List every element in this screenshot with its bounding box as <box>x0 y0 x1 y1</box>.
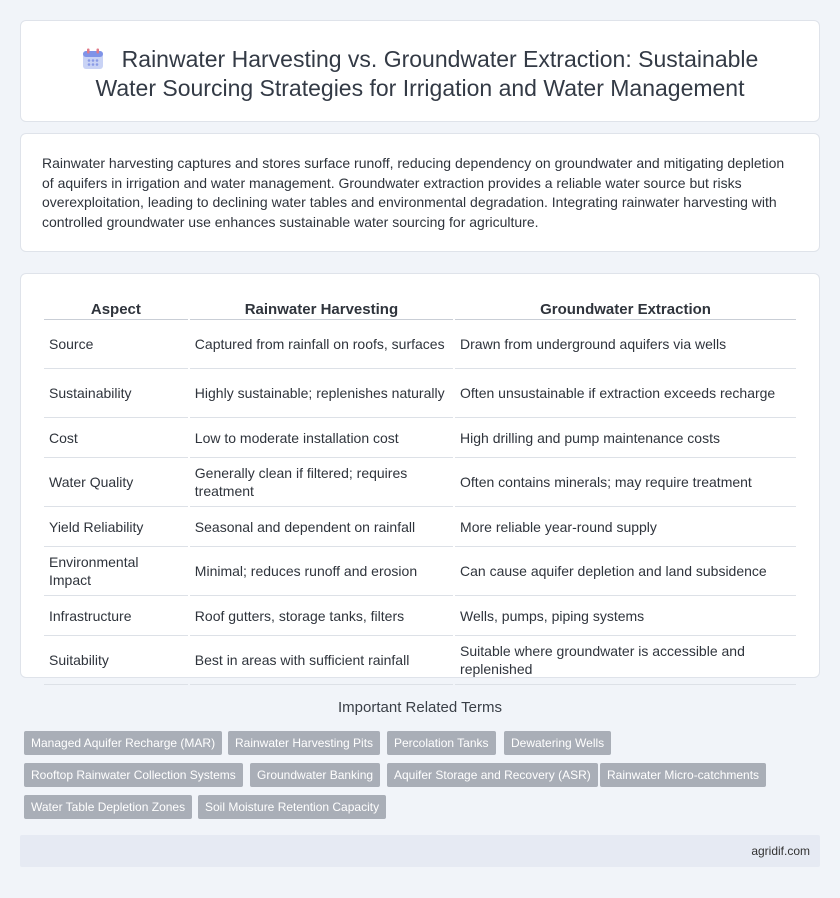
row-rainwater: Roof gutters, storage tanks, filters <box>190 596 453 636</box>
table-header-row <box>44 294 796 320</box>
intro-card <box>20 133 820 252</box>
header-rainwater: Rainwater Harvesting <box>190 294 453 320</box>
page-title <box>21 45 819 103</box>
calendar-icon <box>82 48 104 70</box>
row-rainwater: Best in areas with sufficient rainfall <box>190 636 453 685</box>
row-groundwater: Wells, pumps, piping systems <box>455 596 796 636</box>
row-groundwater: Drawn from underground aquifers via wells <box>455 320 796 369</box>
tag-water-table-depletion[interactable]: Water Table Depletion Zones <box>24 795 192 819</box>
table-row <box>44 418 796 458</box>
tag-managed-aquifer-recharge[interactable]: Managed Aquifer Recharge (MAR) <box>24 731 222 755</box>
comparison-table <box>42 294 798 685</box>
title-line-1: Rainwater Harvesting vs. Groundwater Extraction: Sustainable <box>121 46 759 72</box>
row-rainwater: Minimal; reduces runoff and erosion <box>190 547 453 596</box>
table-row <box>44 320 796 369</box>
row-aspect: Infrastructure <box>44 596 188 636</box>
row-rainwater: Highly sustainable; replenishes naturally <box>190 369 453 418</box>
table-row <box>44 369 796 418</box>
table-row <box>44 636 796 685</box>
tag-rainwater-harvesting-pits[interactable]: Rainwater Harvesting Pits <box>228 731 380 755</box>
row-aspect: Source <box>44 320 188 369</box>
comparison-card <box>20 273 820 678</box>
row-groundwater: More reliable year-round supply <box>455 507 796 547</box>
related-terms-title: Important Related Terms <box>338 699 502 716</box>
tag-aquifer-storage-recovery[interactable]: Aquifer Storage and Recovery (ASR) <box>387 763 598 787</box>
row-rainwater: Generally clean if filtered; requires treatment <box>190 458 453 507</box>
row-groundwater: High drilling and pump maintenance costs <box>455 418 796 458</box>
header-aspect: Aspect <box>44 294 188 320</box>
table-row <box>44 507 796 547</box>
row-groundwater: Often contains minerals; may require treatment <box>455 458 796 507</box>
row-rainwater: Low to moderate installation cost <box>190 418 453 458</box>
row-rainwater: Seasonal and dependent on rainfall <box>190 507 453 547</box>
header-groundwater: Groundwater Extraction <box>455 294 796 320</box>
row-aspect: Environmental Impact <box>44 547 188 596</box>
footer <box>20 835 820 867</box>
row-aspect: Water Quality <box>44 458 188 507</box>
row-groundwater: Often unsustainable if extraction exceeds recharge <box>455 369 796 418</box>
tag-rainwater-micro-catchments[interactable]: Rainwater Micro-catchments <box>600 763 766 787</box>
table-row <box>44 596 796 636</box>
tag-rooftop-rainwater-collection[interactable]: Rooftop Rainwater Collection Systems <box>24 763 243 787</box>
tag-percolation-tanks[interactable]: Percolation Tanks <box>387 731 496 755</box>
table-row <box>44 458 796 507</box>
intro-paragraph: Rainwater harvesting captures and stores surface runoff, reducing dependency on groundwater and mitigating depletion of aquifers in irrigation and water management. Groundwater extraction provides a reliable water source but risks overexploitation, leading to declining water tables and environmental degradation. Integrating rainwater harvesting with controlled groundwater use enhances sustainable water sourcing for agriculture. <box>42 155 785 230</box>
footer-site[interactable]: agridif.com <box>751 844 810 858</box>
row-aspect: Suitability <box>44 636 188 685</box>
row-rainwater: Captured from rainfall on roofs, surfaces <box>190 320 453 369</box>
table-row <box>44 547 796 596</box>
row-aspect: Yield Reliability <box>44 507 188 547</box>
title-line-2: Water Sourcing Strategies for Irrigation and Water Management <box>95 75 745 101</box>
row-groundwater: Can cause aquifer depletion and land subsidence <box>455 547 796 596</box>
title-card <box>20 20 820 122</box>
row-aspect: Cost <box>44 418 188 458</box>
row-aspect: Sustainability <box>44 369 188 418</box>
row-groundwater: Suitable where groundwater is accessible and replenished <box>455 636 796 685</box>
tag-soil-moisture-retention[interactable]: Soil Moisture Retention Capacity <box>198 795 386 819</box>
tag-dewatering-wells[interactable]: Dewatering Wells <box>504 731 611 755</box>
tag-groundwater-banking[interactable]: Groundwater Banking <box>250 763 380 787</box>
